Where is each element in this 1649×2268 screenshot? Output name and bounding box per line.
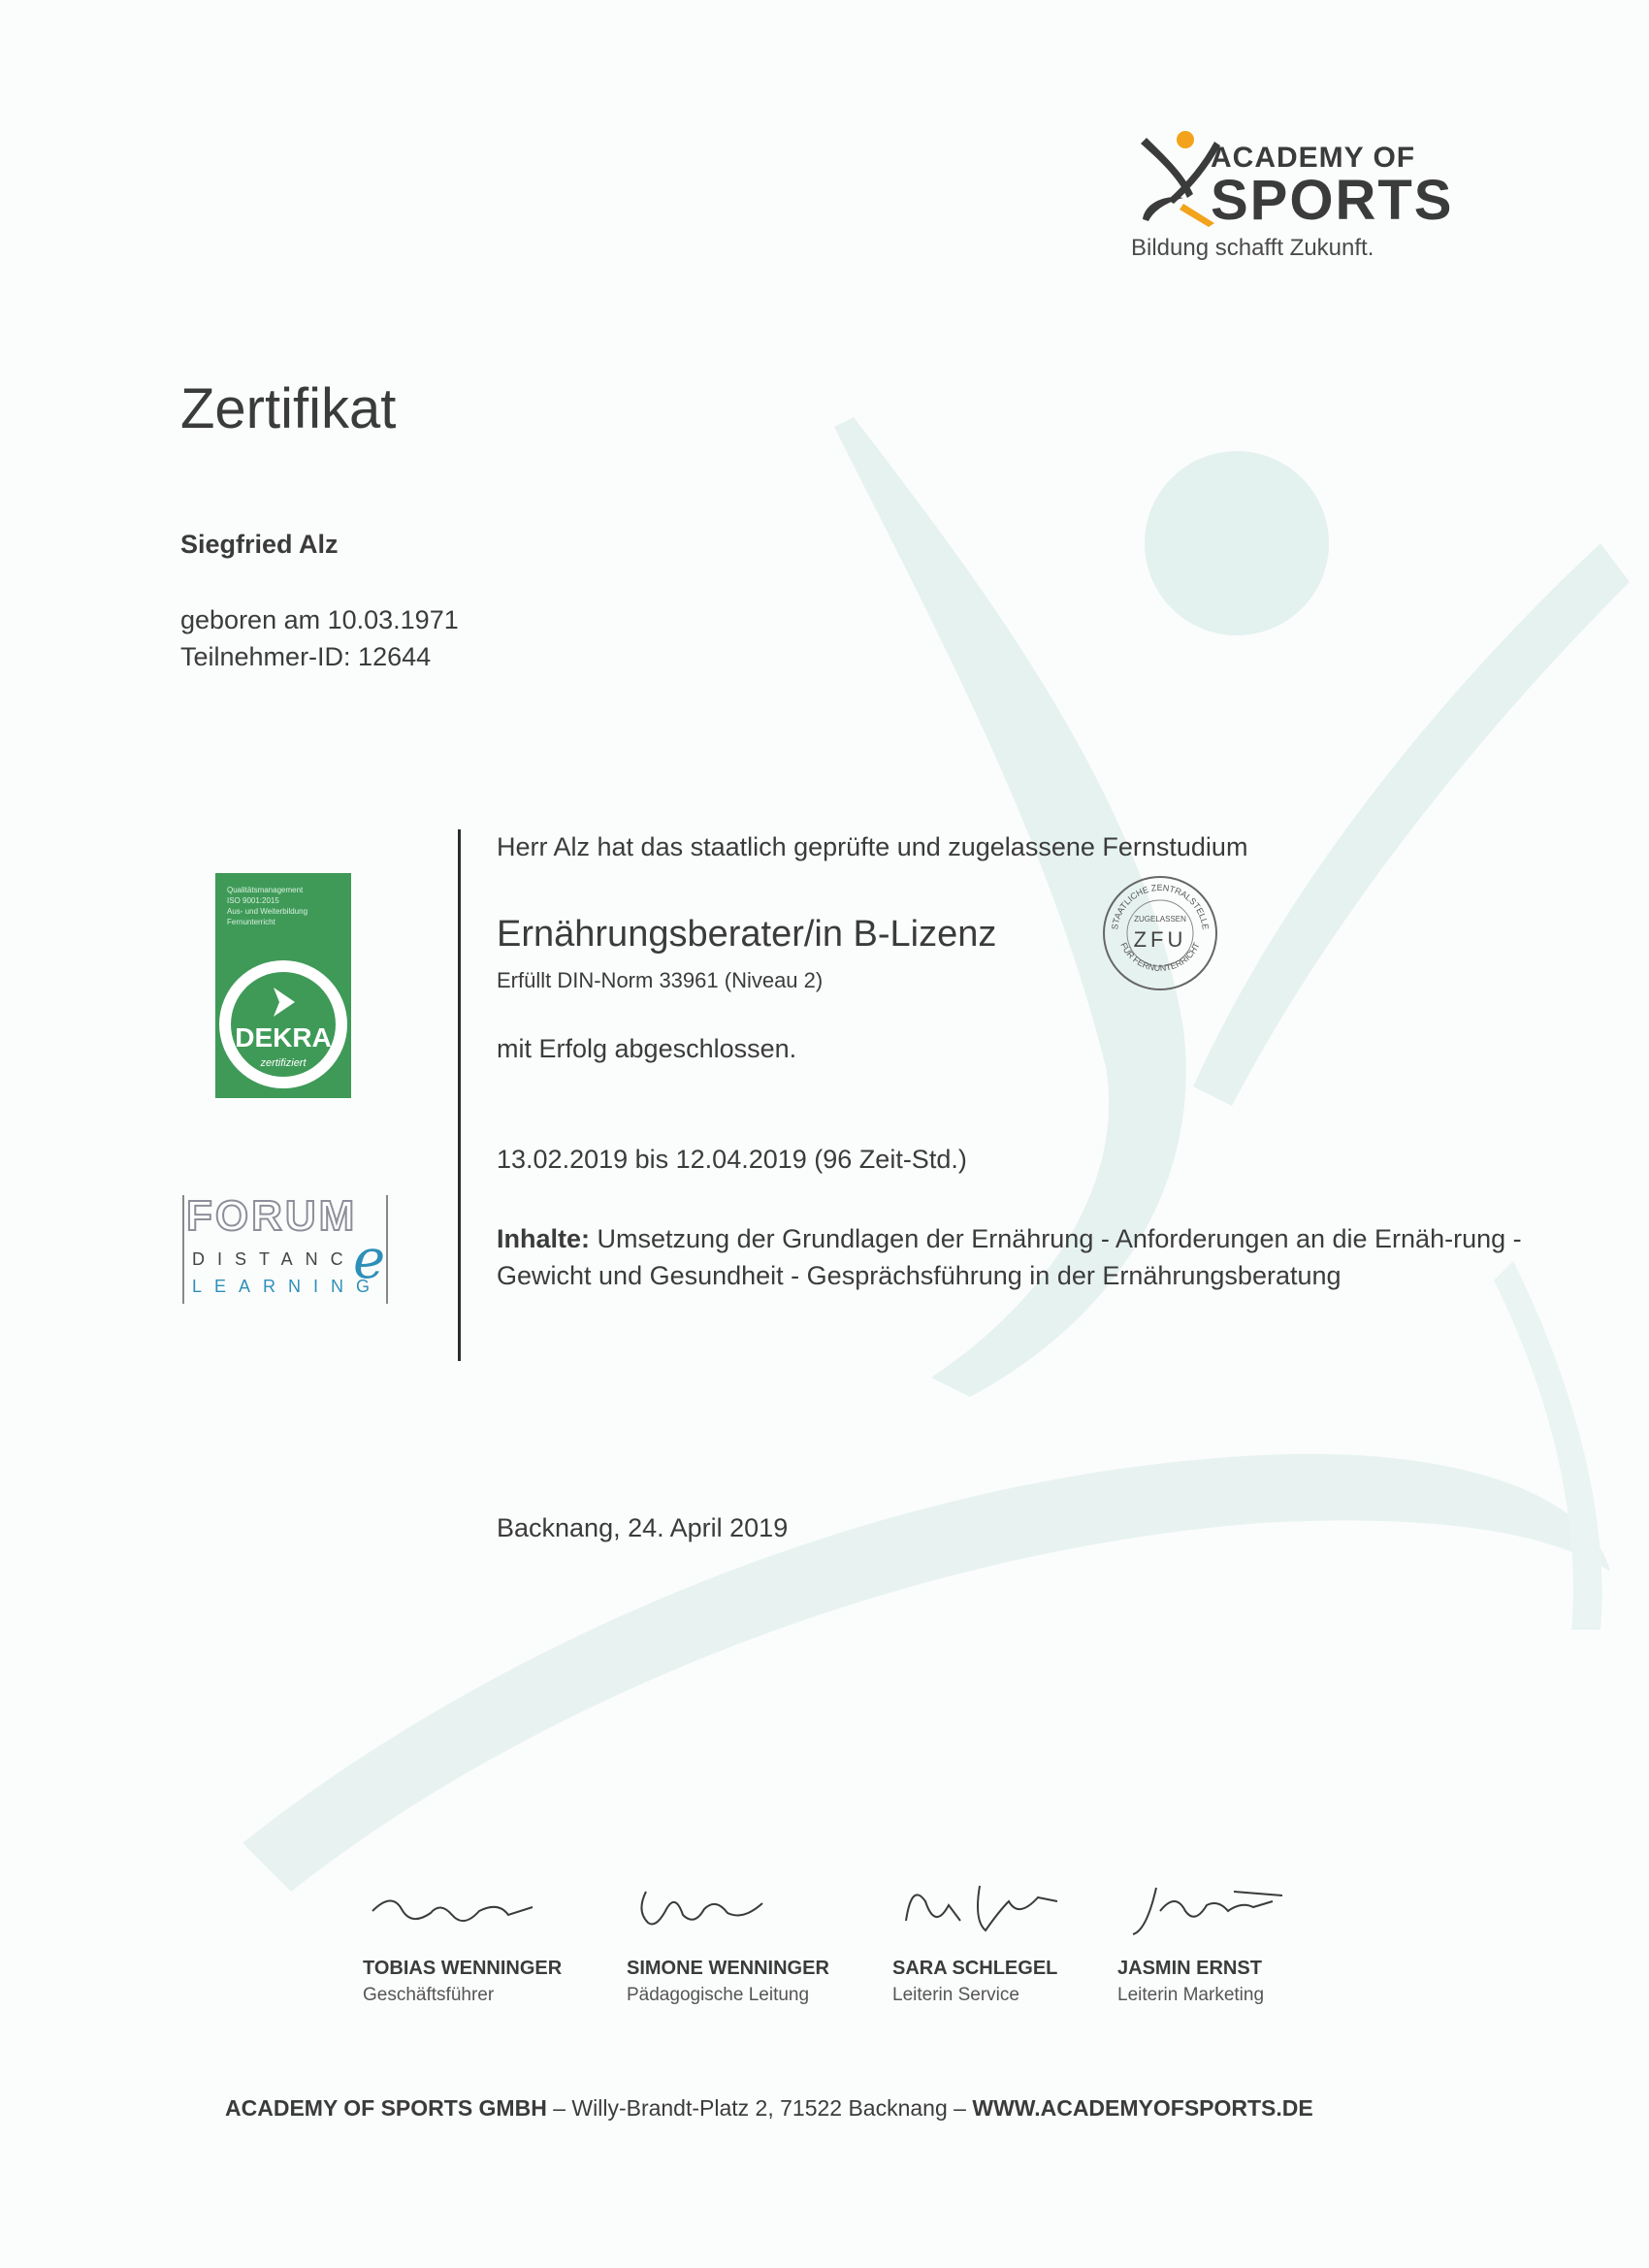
footer-company: ACADEMY OF SPORTS GMBH: [225, 2095, 547, 2121]
dekra-line: Aus- und Weiterbildung: [227, 907, 308, 916]
dekra-seal: [219, 960, 347, 1088]
contents-text: Umsetzung der Grundlagen der Ernährung - Anforderungen an die Ernäh-rung - Gewicht und Gesundheit - Gesprächsführung in der Ernährungsberatung: [497, 1224, 1522, 1290]
forum-learning: LEARNING: [192, 1277, 383, 1296]
intro-text: Herr Alz hat das staatlich geprüfte und zugelassene Fernstudium: [497, 832, 1248, 861]
footer-website: WWW.ACADEMYOFSPORTS.DE: [972, 2095, 1313, 2121]
signature-scribble: [892, 1872, 1106, 1950]
certificate-title: Zertifikat: [180, 377, 397, 440]
signature-block: [627, 1872, 879, 2018]
dekra-line: ISO 9001:2015: [227, 896, 279, 905]
signatory-name: SARA SCHLEGEL: [892, 1958, 1058, 1979]
signatory-role: Leiterin Service: [892, 1985, 1019, 2005]
signature-block: [363, 1872, 615, 2018]
signature-block: [892, 1872, 1145, 2018]
forum-distance: DISTANC: [192, 1249, 356, 1269]
signatory-role: Leiterin Marketing: [1117, 1985, 1265, 2005]
zfu-center: ZFU: [1133, 927, 1187, 952]
course-period: 13.02.2019 bis 12.04.2019 (96 Zeit-Std.): [497, 1145, 967, 1174]
footer-separator: –: [947, 2095, 973, 2121]
participant-id: Teilnehmer-ID: 12644: [180, 642, 432, 671]
signatory-role: Geschäftsführer: [363, 1985, 495, 2005]
footer-separator: –: [546, 2095, 572, 2121]
place-date: Backnang, 24. April 2019: [497, 1513, 789, 1542]
dekra-arrow-icon: [268, 986, 299, 1019]
academy-of-sports-logo: [1125, 126, 1455, 272]
footer: [225, 2095, 1313, 2122]
course-title: Ernährungsberater/in B-Lizenz: [497, 914, 997, 955]
zfu-ring-bottom: FÜR FERNUNTERRICHT: [1118, 941, 1202, 973]
dekra-line: Fernunterricht: [227, 918, 275, 926]
recipient-name: Siegfried Alz: [180, 530, 339, 559]
din-norm: Erfüllt DIN-Norm 33961 (Niveau 2): [497, 968, 824, 992]
dekra-badge: [215, 873, 351, 1098]
zfu-seal: [1100, 873, 1220, 993]
contents-label: Inhalte:: [497, 1224, 591, 1253]
completion-text: mit Erfolg abgeschlossen.: [497, 1034, 797, 1063]
zfu-ring-top: STAATLICHE ZENTRALSTELLE: [1110, 882, 1211, 931]
vertical-divider: [458, 829, 461, 1361]
signature-block: [1117, 1872, 1370, 2018]
forum-word: FORUM: [186, 1192, 358, 1240]
logo-line1: ACADEMY OF: [1211, 142, 1416, 174]
signatory-name: SIMONE WENNINGER: [627, 1958, 829, 1979]
signature-scribble: [627, 1872, 840, 1950]
signature-scribble: [363, 1872, 576, 1950]
zfu-ring-mid: ZUGELASSEN: [1134, 915, 1186, 923]
dekra-badge-lines: [227, 885, 340, 927]
course-contents: [497, 1220, 1544, 1294]
forum-e: e: [353, 1228, 386, 1291]
forum-bar-left: [182, 1195, 184, 1304]
forum-distance-learning-logo: [182, 1192, 396, 1304]
footer-address: Willy-Brandt-Platz 2, 71522 Backnang: [571, 2095, 948, 2121]
forum-bar-right: [386, 1195, 388, 1304]
signatory-name: JASMIN ERNST: [1117, 1958, 1262, 1979]
dekra-seal-inner: [231, 972, 336, 1077]
birth-date: geboren am 10.03.1971: [180, 605, 459, 634]
signatory-role: Pädagogische Leitung: [627, 1985, 810, 2005]
logo-line2: SPORTS: [1211, 169, 1454, 232]
dekra-line: Qualitätsmanagement: [227, 886, 304, 894]
dekra-text: DEKRA: [235, 1022, 332, 1053]
signatory-name: TOBIAS WENNINGER: [363, 1958, 563, 1979]
logo-tagline: Bildung schafft Zukunft.: [1131, 235, 1374, 261]
dekra-subtext: zertifiziert: [260, 1057, 307, 1069]
signature-scribble: [1117, 1872, 1331, 1950]
